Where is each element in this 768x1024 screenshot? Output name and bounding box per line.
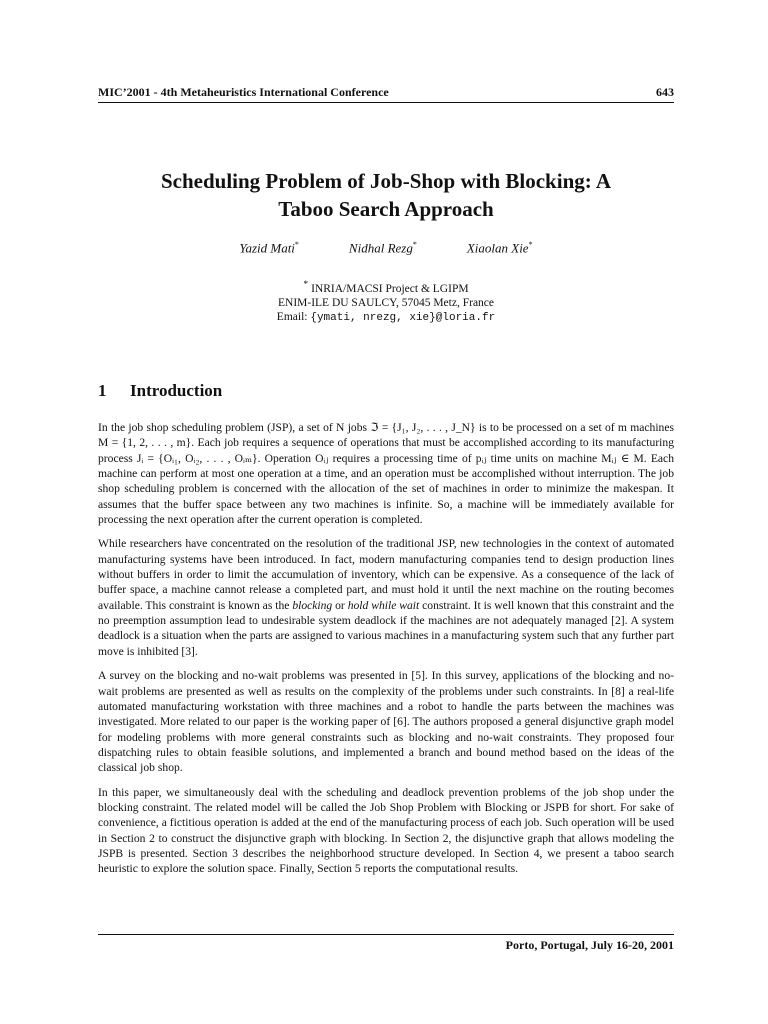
page-number: 643: [656, 85, 674, 99]
header-rule: [98, 102, 674, 103]
author: Nidhal Rezg*: [348, 240, 417, 256]
paragraph: In this paper, we simultaneously deal with the scheduling and deadlock prevention problems of the job shop under the blocking constraint. The related model will be called the Job Shop Problem with Blocking or JSPB for short. For sake of convenience, a fictitious operation is added at the end of the manufacturing process of each job. Such operation will be used in Section 2 to construct the disjunctive graph with blocking. In Section 2, the disjunctive graph that allows modeling the JSPB is presented. Section 3 describes the neighborhood structure developed. In Section 4, we present a taboo search heuristic to explore the solution space. Finally, Section 5 reports the computational results.: [98, 785, 674, 876]
paper-title: [98, 167, 674, 223]
title-line-2: Taboo Search Approach: [278, 197, 494, 221]
paragraph: A survey on the blocking and no-wait problems was presented in [5]. In this survey, applications of the blocking and no-wait problems are presented as well as results on the complexity of the problems under such constraints. In [8] a real-life automated manufacturing workstation with three machines and a robot to handle the parts between the machines was investigated. More related to our paper is the working paper of [6]. The authors proposed a general disjunctive graph model for modeling problems with more general constraints such as blocking and no-wait constraints. They proposed four dispatching rules to obtain feasible solutions, and implemented a branch and bound method based on the ideas of the classical job shop.: [98, 669, 674, 775]
section-number: 1: [98, 381, 107, 400]
email-address: {ymati, nrezg, xie}@loria.fr: [310, 311, 496, 324]
section-body: [98, 420, 674, 886]
author: Xiaolan Xie*: [466, 240, 533, 256]
email-line: Email: {ymati, nrezg, xie}@loria.fr: [276, 310, 496, 324]
title-line-1: Scheduling Problem of Job-Shop with Blocking: A: [160, 169, 612, 193]
section-title: Introduction: [130, 381, 223, 400]
author: Yazid Mati*: [239, 240, 299, 256]
section-heading: [98, 381, 674, 401]
running-header: [98, 85, 674, 100]
footer-rule: [98, 934, 674, 935]
paragraph: While researchers have concentrated on the resolution of the traditional JSP, new technologies in the context of automated manufacturing systems have been introduced. In fact, modern manufacturing companies tend to design production lines without buffers in order to limit the accumulation of inventory, which can be expensive. As a consequence of the lack of buffer space, a machine cannot release a completed part, and must hold it until the next machine on the routing becomes available. This constraint is known as the blocking or hold while wait constraint. It is well known that this constraint and the no preemption assumption lead to undesirable system deadlock if the machines are not adequately managed [2]. A system deadlock is a situation when the parts are assigned to various machines in a manufacturing system such that any further part move is inhibited [3].: [98, 537, 674, 658]
affiliation: [98, 278, 674, 325]
paragraph: In the job shop scheduling problem (JSP), a set of N jobs ℑ = {J₁, J₂, . . . , J_N} is to be processed on a set of m machines M = {1, 2, . . . , m}. Each job requires a sequence of operations that must be accomplished according to its manufacturing process Jᵢ = {Oᵢ₁, Oᵢ₂, . . . , Oᵢₘ}. Operation Oᵢⱼ requires a processing time of pᵢⱼ time units on machine Mᵢⱼ ∈ M. Each machine can perform at most one operation at a time, and an operation must be accomplished without interruption. The job shop scheduling problem is concerned with the allocation of the set of machines in order to minimize the makespan. It assumes that the buffer space between any two machines is infinite. So, a machine will be immediately available for processing the next operation after the current operation is completed.: [98, 421, 674, 527]
conference-name: MIC’2001 - 4th Metaheuristics International Conference: [98, 85, 389, 99]
affiliation-line-1: * INRIA/MACSI Project & LGIPM: [303, 279, 469, 295]
affiliation-line-2: ENIM-ILE DU SAULCY, 57045 Metz, France: [277, 296, 495, 309]
running-footer: Porto, Portugal, July 16-20, 2001: [505, 938, 674, 952]
author-list: [98, 240, 674, 256]
